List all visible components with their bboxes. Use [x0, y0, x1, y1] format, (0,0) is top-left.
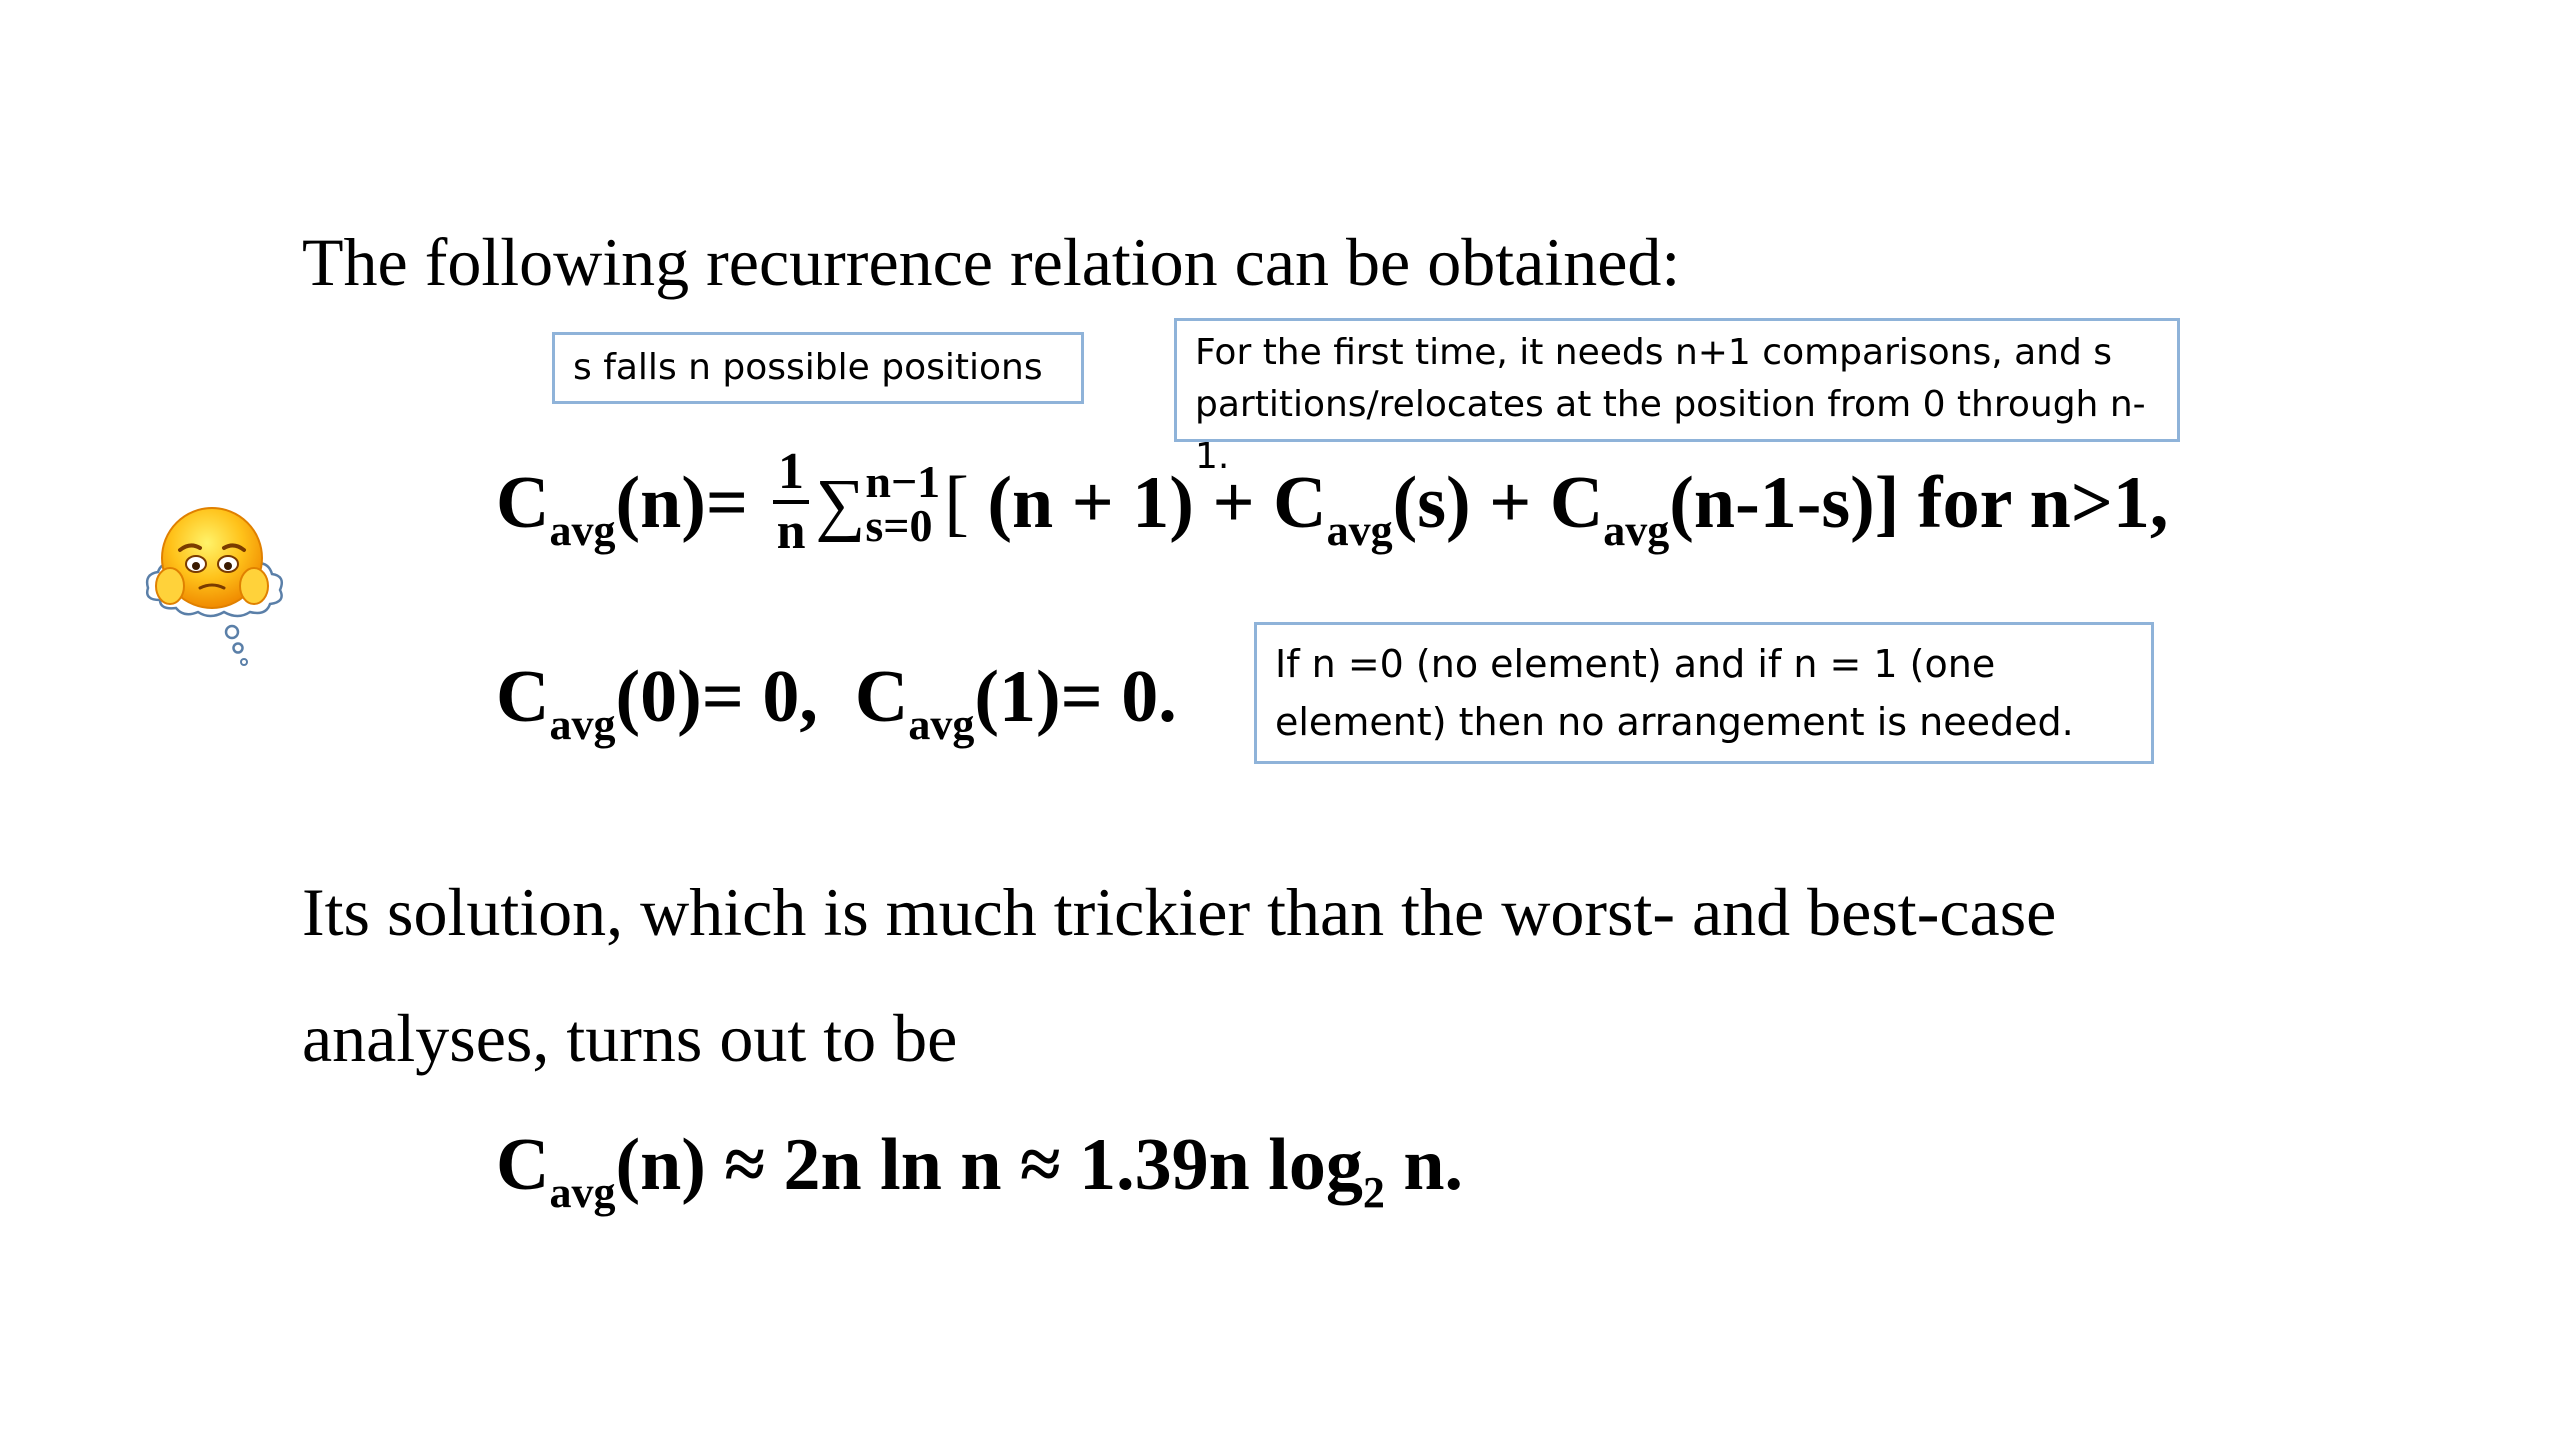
callout-base-line2: element) then no arrangement is needed. [1275, 700, 2074, 744]
result-part1: (n) ≈ 2n ln n ≈ 1.39n log [615, 1124, 1363, 1206]
callout-first-time-line1: For the first time, it needs n+1 comparisons, and s [1195, 332, 2113, 373]
base-c1: C [496, 656, 550, 738]
base-rest1: (0)= 0, [615, 656, 818, 738]
recurrence-formula [496, 443, 2169, 568]
sum-lower: s=0 [865, 500, 933, 551]
rec-open-bracket: [ [944, 461, 969, 544]
solution-line1: Its solution, which is much trickier than the worst- and best-case [302, 874, 2057, 950]
sum-symbol: ∑ [815, 465, 866, 543]
result-log-base: 2 [1362, 1168, 1385, 1217]
worried-thinking-emoji-icon [140, 498, 290, 678]
result-formula [496, 1124, 1464, 1217]
intro-text: The following recurrence relation can be obtained: [302, 224, 1681, 300]
rec-frac-num: 1 [773, 444, 810, 504]
callout-first-time [1174, 318, 2180, 477]
sum-upper: n−1 [865, 456, 941, 507]
rec-arg2: (n-1-s)] for n>1, [1669, 461, 2169, 544]
rec-plus1: + C [1212, 461, 1327, 544]
base-c2: C [854, 656, 909, 738]
rec-summation [815, 456, 941, 554]
rec-lhs-sub: avg [549, 505, 616, 555]
rec-sub1: avg [1326, 505, 1393, 555]
rec-frac-den: n [776, 503, 806, 560]
base-sub2: avg [908, 700, 975, 749]
sum-limits [865, 456, 941, 551]
rec-lhs-c: C [496, 461, 550, 544]
callout-positions [552, 332, 1084, 404]
callout-base-line1: If n =0 (no element) and if n = 1 (one [1275, 642, 1996, 686]
callout-first-time-line2: partitions/relocates at the position from 0 through n-1. [1195, 384, 2146, 477]
solution-line2: analyses, turns out to be [302, 1000, 958, 1076]
emoji-svg [140, 498, 290, 678]
rec-lhs-arg: (n)= [615, 461, 749, 544]
result-part2: n. [1384, 1124, 1464, 1206]
rec-fraction [773, 444, 810, 560]
callout-positions-text: s falls n possible positions [573, 347, 1043, 388]
base-cases-formula [496, 656, 1177, 749]
callout-base-cases [1254, 622, 2154, 764]
rec-arg1: (s) + C [1392, 461, 1604, 544]
result-sub: avg [549, 1168, 616, 1217]
base-rest2: (1)= 0. [974, 656, 1177, 738]
rec-term1: (n + 1) [987, 461, 1194, 544]
base-sub1: avg [549, 700, 616, 749]
result-c: C [496, 1124, 550, 1206]
rec-sub2: avg [1603, 505, 1670, 555]
